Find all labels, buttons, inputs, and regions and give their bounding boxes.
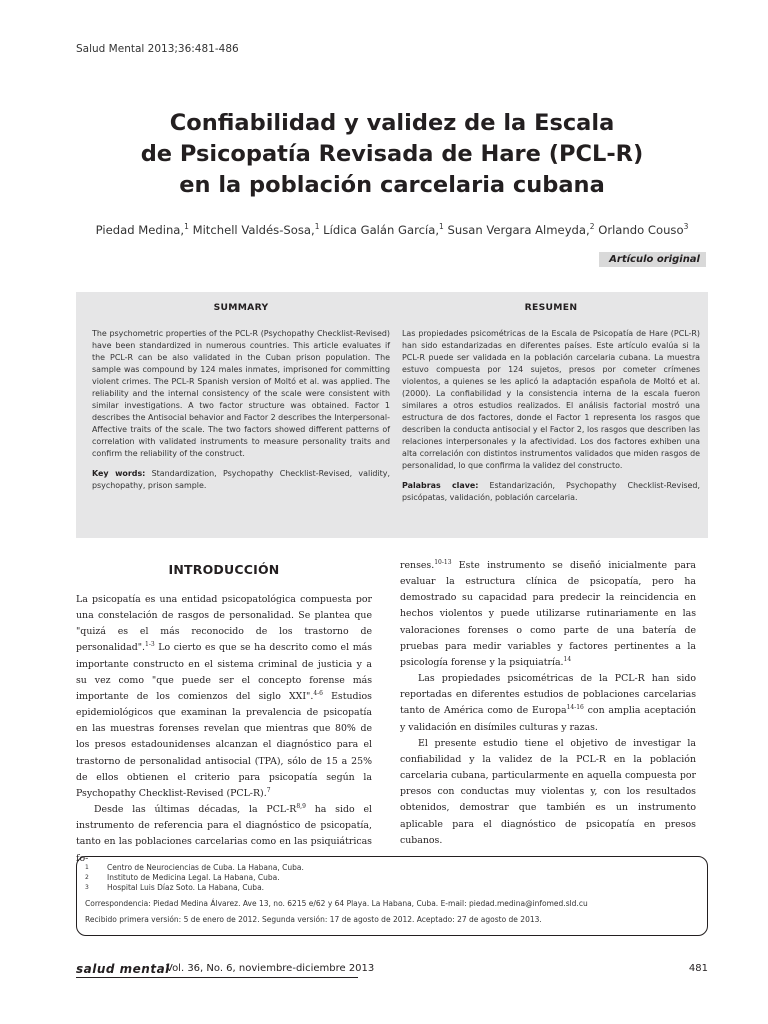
resumen-column: [402, 292, 700, 504]
body-column-right: [400, 558, 696, 849]
author-affiliation-mark: 1: [314, 222, 320, 231]
citation-mark: 8,9: [296, 802, 306, 810]
correspondence-note: Correspondencia: Piedad Medina Álvarez. Ave 13, no. 6215 e/62 y 64 Playa. La Habana, Cuba. E-mail: piedad.medina@infomed.sld.cu: [85, 899, 588, 908]
body-paragraph: [400, 671, 696, 736]
text-run: Lo cierto es que se ha descrito como el más importante constructo en el sistema criminal de justicia y a su vez como "que puede ser el concepto forense más importante de los comienzos del siglo XXI".: [76, 642, 372, 702]
author-name: Mitchell Valdés-Sosa,: [192, 222, 315, 237]
author-name: Susan Vergara Almeyda,: [447, 222, 590, 237]
author-list: [76, 222, 708, 237]
abstract-box: [76, 292, 708, 538]
title-line: de Psicopatía Revisada de Hare (PCL-R): [140, 141, 644, 167]
page-footer: [76, 962, 708, 976]
body-paragraph: [400, 558, 696, 671]
footnote-text: Centro de Neurociencias de Cuba. La Habana, Cuba.: [107, 863, 304, 872]
author-affiliation-mark: 1: [439, 222, 444, 231]
body-column-left: [76, 556, 372, 867]
footnote-number: 2: [85, 874, 89, 881]
citation-mark: 14: [563, 655, 572, 663]
keywords-text: Estandarización, Psychopathy Checklist-Revised, psicópatas, validación, población carcelaria.: [402, 481, 700, 502]
author-name: Orlando Couso: [598, 222, 684, 237]
body-paragraph: [76, 592, 372, 802]
summary-keywords: [92, 468, 390, 492]
author-affiliation-mark: 2: [589, 222, 595, 231]
running-head: Salud Mental 2013;36:481-486: [76, 43, 239, 55]
citation-mark: 10-13: [434, 558, 452, 566]
title-line: en la población carcelaria cubana: [179, 172, 605, 198]
summary-column: [92, 292, 390, 492]
received-dates-note: Recibido primera versión: 5 de enero de 2012. Segunda versión: 17 de agosto de 2012. Aceptado: 27 de agosto de 2013.: [85, 915, 542, 924]
keywords-label: Palabras clave:: [402, 481, 479, 490]
text-run: La psicopatía es una entidad psicopatológica compuesta por una constelación de rasgos de personalidad. Se plantea que "quizá es el más reconocido de los trastorno de personalidad".: [76, 594, 372, 654]
resumen-text: Las propiedades psicométricas de la Escala de Psicopatía de Hare (PCL-R) han sido estandarizadas en diferentes países. Este artículo evalúa si la PCL-R puede ser validada en la población carcelaria cubana. La muestra estuvo compuesta por 124 sujetos, presos por cometer crímenes violentos, a quienes se les aplicó la adaptación española de Moltó et al. (2000). La confiabilidad y la consistencia interna de la escala fueron similares a otros estudios realizados. El análisis factorial mostró una estructura de dos factores, donde el Factor 1 representa los rasgos que describen la conducta antisocial y el Factor 2, los rasgos que describen las relaciones interpersonales y la afectividad. Los dos factores exhiben una alta correlación con distintos instrumentos validados que miden rasgos de personalidad, lo que confirma la validez del constructo.: [402, 329, 700, 470]
keywords-label: Key words:: [92, 469, 146, 478]
text-run: Las propiedades psicométricas de la PCL-R han sido reportadas en diferentes estudios de poblaciones carcelarias tanto de América como de Europa: [400, 673, 696, 717]
text-run: Estudios epidemiológicos que examinan la prevalencia de psicopatía en las muestras forenses revelan que mientras que 80% de los presos estadounidenses alcanzan el diagnóstico para el trastorno de personalidad antisocial (TPA), sólo de 15 a 25% de ellos obtienen el criterio para psicopatía según la Psychopathy Checklist-Revised (PCL-R).: [76, 690, 372, 799]
citation-mark: 14-16: [566, 704, 584, 712]
summary-text: The psychometric properties of the PCL-R (Psychopathy Checklist-Revised) have been standardized in numerous countries. This article evaluates if the PCL-R can be also validated in the Cuban prison population. The sample was compound by 124 males inmates, imprisoned for committing violent crimes. The PCL-R Spanish version of Moltó et al. was applied. The reliability and the internal consistency of the scale were consistent with similar investigations. A two factor structure was obtained. Factor 1 describes the Antisocial behavior and Factor 2 describes the Interpersonal-Affective traits of the scale. The two factors showed different patterns of correlation with validated instruments to measure personality traits and confirm the reliability of the construct.: [92, 329, 390, 458]
footnote-number: 1: [85, 864, 89, 871]
author-name: Piedad Medina,: [95, 222, 185, 237]
author-affiliation-mark: 3: [683, 222, 689, 231]
text-run: renses.: [400, 560, 435, 571]
citation-mark: 4-6: [313, 689, 323, 697]
journal-logo: salud mental: [76, 962, 170, 976]
affiliation-footnote: [85, 863, 695, 873]
section-heading-introduccion: INTRODUCCIÓN: [168, 562, 280, 577]
footnote-number: 3: [85, 884, 89, 891]
body-paragraph: El presente estudio tiene el objetivo de investigar la confiabilidad y la validez de la PCL-R en la población carcelaria cubana, particularmente en aquella compuesta por presos con conductas muy violentas y, con los resultados obtenidos, demostrar que también es un instrumento aplicable para el diagnóstico de psicopatía en presos cubanos.: [400, 737, 696, 846]
article-type-badge: Artículo original: [599, 252, 706, 267]
article-title: [76, 108, 708, 201]
resumen-keywords: [402, 480, 700, 504]
resumen-heading: RESUMEN: [524, 302, 578, 313]
title-line: Confiabilidad y validez de la Escala: [169, 110, 615, 136]
footnote-box: [76, 856, 708, 936]
page-number: 481: [688, 963, 708, 974]
citation-mark: 1-3: [145, 641, 155, 649]
text-run: con amplia aceptación y validación en disímiles culturas y razas.: [400, 705, 696, 733]
text-run: ha sido el instrumento de referencia para el diagnóstico de psicopatía, tanto en las poblaciones carcelarias como en las psiquiátricas fo-: [76, 804, 372, 864]
citation-mark: 7: [266, 786, 271, 794]
issue-info: Vol. 36, No. 6, noviembre-diciembre 2013: [166, 963, 375, 974]
author-name: Lídica Galán García,: [323, 222, 440, 237]
text-run: Desde las últimas décadas, la PCL-R: [94, 804, 297, 816]
affiliation-footnote: [85, 883, 695, 893]
author-affiliation-mark: 1: [184, 222, 189, 231]
footer-rule: [76, 977, 358, 978]
text-run: Este instrumento se diseñó inicialmente para evaluar la estructura clínica de psicopatía, pero ha demostrado su capacidad para predecir la reincidencia en hechos violentos y puede utilizarse rutinariamente en las valoraciones forenses o como parte de una batería de pruebas para medir variables y factores pertinentes a la psicología forense y la psiquiatría.: [400, 560, 696, 668]
footnote-text: Instituto de Medicina Legal. La Habana, Cuba.: [107, 873, 280, 882]
keywords-text: Standardization, Psychopathy Checklist-Revised, validity, psychopathy, prison sample.: [92, 469, 390, 490]
footnote-text: Hospital Luis Díaz Soto. La Habana, Cuba.: [107, 883, 265, 892]
summary-heading: SUMMARY: [213, 302, 269, 313]
affiliation-footnote: [85, 873, 695, 883]
